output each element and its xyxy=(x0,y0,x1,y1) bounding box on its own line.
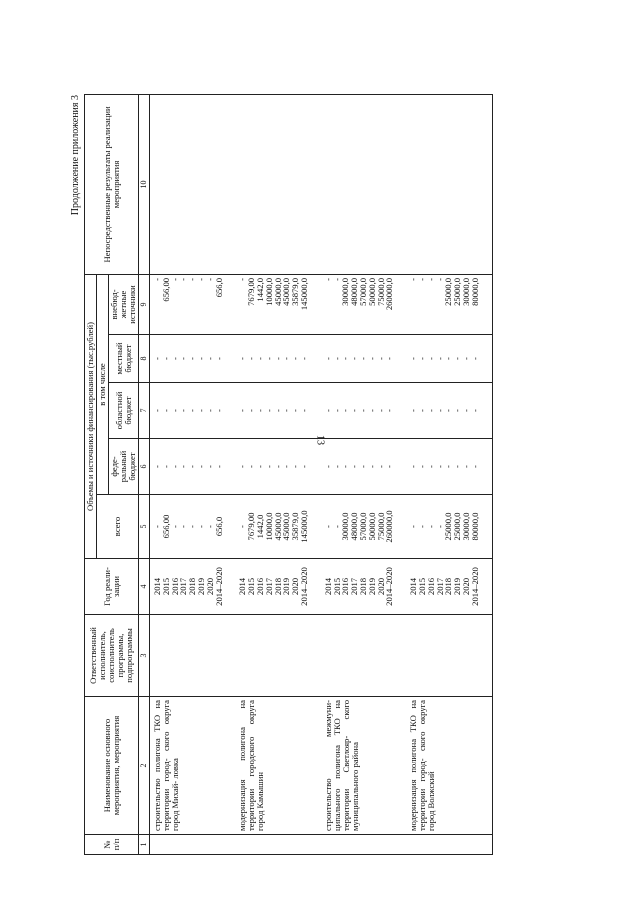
header-executor: Ответственный исполнитель, соисполнитель программы, подпрограммы xyxy=(85,615,139,697)
extrabudget-value: - xyxy=(434,277,445,281)
extrabudget-value: 80000,0 xyxy=(469,277,480,306)
regional-value: - xyxy=(152,409,163,412)
measure-name: строительство полигона ТКО на территории город- ского округа город Михай- ловка xyxy=(150,697,236,835)
total-value: 80000,0 xyxy=(469,512,480,541)
row-number-cell xyxy=(321,835,406,855)
federal-value: - xyxy=(213,465,224,468)
extrabudget-value: - xyxy=(237,277,248,281)
row-number-cell xyxy=(150,835,236,855)
local-value: - xyxy=(204,357,215,360)
federal-value: - xyxy=(272,465,283,468)
total-value: - xyxy=(408,525,419,528)
federal-value: - xyxy=(434,465,445,468)
year-value: 2017 xyxy=(178,577,189,596)
col-number: 6 xyxy=(139,439,150,495)
row-number-cell xyxy=(235,835,320,855)
federal-value: - xyxy=(237,465,248,468)
header-year: Год реали- зации xyxy=(85,559,139,615)
extrabudget-value: 10000,0 xyxy=(263,277,274,306)
year-value: 2019 xyxy=(366,577,377,596)
total-value: - xyxy=(196,525,207,528)
extrabudget-value: - xyxy=(322,277,333,281)
federal-value: - xyxy=(452,465,463,468)
year-value: 2017 xyxy=(263,577,274,596)
results-cell xyxy=(235,94,320,274)
measure-name: модернизация полигона на территории городского округа город Камышин xyxy=(235,697,320,835)
year-value: 2020 xyxy=(375,577,386,596)
local-value: - xyxy=(255,357,266,360)
extrabudget-cell xyxy=(150,274,236,334)
federal-cell xyxy=(321,439,406,495)
total-value: - xyxy=(152,525,163,528)
regional-value: - xyxy=(299,409,310,412)
local-value: - xyxy=(349,357,360,360)
extrabudget-value: 25000,0 xyxy=(452,277,463,306)
year-value: 2018 xyxy=(272,577,283,596)
regional-value: - xyxy=(366,409,377,412)
extrabudget-value: 260000,0 xyxy=(384,277,395,311)
table-header xyxy=(85,94,150,854)
table-row xyxy=(406,94,492,854)
year-value: 2017 xyxy=(434,577,445,596)
total-value: 45000,0 xyxy=(281,512,292,541)
federal-value: - xyxy=(443,465,454,468)
regional-cell xyxy=(406,383,492,439)
page-number: 13 xyxy=(314,435,326,445)
extrabudget-cell xyxy=(406,274,492,334)
extrabudget-value: 35879,0 xyxy=(290,277,301,306)
year-value: 2020 xyxy=(290,577,301,596)
extrabudget-value: 25000,0 xyxy=(443,277,454,306)
col-number: 1 xyxy=(139,835,150,855)
header-name: Наименование основного мероприятия, мероприятия xyxy=(85,697,139,835)
regional-cell xyxy=(150,383,236,439)
table-row xyxy=(321,94,406,854)
table-row xyxy=(150,94,236,854)
col-number: 10 xyxy=(139,94,150,274)
local-value: - xyxy=(237,357,248,360)
federal-value: - xyxy=(187,465,198,468)
header-total: всего xyxy=(97,495,139,559)
year-value: 2019 xyxy=(196,577,207,596)
regional-cell xyxy=(235,383,320,439)
header-num: № п/п xyxy=(85,835,139,855)
col-number: 7 xyxy=(139,383,150,439)
year-value: 2018 xyxy=(358,577,369,596)
federal-value: - xyxy=(425,465,436,468)
executor-cell xyxy=(150,615,236,697)
total-value: 145000,0 xyxy=(299,510,310,543)
total-value: - xyxy=(425,525,436,528)
total-value: 7679,00 xyxy=(246,512,257,541)
regional-value: - xyxy=(322,409,333,412)
local-cell xyxy=(150,335,236,383)
extrabudget-value: - xyxy=(169,277,180,281)
extrabudget-value: - xyxy=(204,277,215,281)
regional-value: - xyxy=(290,409,301,412)
total-value: 35879,0 xyxy=(290,512,301,541)
header-extrabudget: внебюд- жетные источники xyxy=(109,274,139,334)
total-value: - xyxy=(169,525,180,528)
year-value: 2014 xyxy=(152,577,163,596)
local-value: - xyxy=(299,357,310,360)
federal-value: - xyxy=(375,465,386,468)
extrabudget-value: 145000,0 xyxy=(299,277,310,311)
col-number: 2 xyxy=(139,697,150,835)
federal-value: - xyxy=(331,465,342,468)
local-value: - xyxy=(384,357,395,360)
local-value: - xyxy=(375,357,386,360)
header-local: местный бюджет xyxy=(109,335,139,383)
regional-value: - xyxy=(434,409,445,412)
extrabudget-value: 48000,0 xyxy=(349,277,360,306)
regional-value: - xyxy=(246,409,257,412)
federal-value: - xyxy=(340,465,351,468)
regional-value: - xyxy=(204,409,215,412)
total-value: - xyxy=(434,525,445,528)
year-value: 2019 xyxy=(452,577,463,596)
total-value: 48000,0 xyxy=(349,512,360,541)
financing-table xyxy=(84,94,493,855)
local-value: - xyxy=(281,357,292,360)
col-number: 8 xyxy=(139,335,150,383)
federal-value: - xyxy=(384,465,395,468)
extrabudget-value: 30000,0 xyxy=(340,277,351,306)
federal-value: - xyxy=(263,465,274,468)
extrabudget-value: 57000,0 xyxy=(358,277,369,306)
federal-value: - xyxy=(281,465,292,468)
header-including: в том числе xyxy=(97,274,109,494)
regional-value: - xyxy=(196,409,207,412)
local-value: - xyxy=(340,357,351,360)
extrabudget-value: 30000,0 xyxy=(460,277,471,306)
year-value: 2014–2020 xyxy=(384,567,395,606)
local-value: - xyxy=(425,357,436,360)
total-cell xyxy=(321,495,406,559)
federal-value: - xyxy=(169,465,180,468)
federal-value: - xyxy=(408,465,419,468)
local-value: - xyxy=(290,357,301,360)
regional-value: - xyxy=(331,409,342,412)
regional-value: - xyxy=(452,409,463,412)
federal-value: - xyxy=(204,465,215,468)
rotated-table-area xyxy=(70,95,570,855)
total-cell xyxy=(150,495,236,559)
total-value: 30000,0 xyxy=(340,512,351,541)
local-value: - xyxy=(160,357,171,360)
federal-value: - xyxy=(366,465,377,468)
extrabudget-value: - xyxy=(152,277,163,281)
total-value: 25000,0 xyxy=(452,512,463,541)
extrabudget-value: 656,0 xyxy=(213,277,224,298)
local-value: - xyxy=(460,357,471,360)
extrabudget-value: - xyxy=(331,277,342,281)
year-value: 2014–2020 xyxy=(469,567,480,606)
year-value: 2015 xyxy=(246,577,257,596)
total-value: - xyxy=(187,525,198,528)
header-financing: Объемы и источники финансирования (тыс.рублей) xyxy=(85,274,97,558)
extrabudget-value: - xyxy=(408,277,419,281)
measure-name: модернизация полигона ТКО на территории город- ского округа город Волжский xyxy=(406,697,492,835)
federal-value: - xyxy=(417,465,427,468)
year-value: 2014 xyxy=(322,577,333,596)
regional-value: - xyxy=(460,409,471,412)
local-value: - xyxy=(272,357,283,360)
regional-value: - xyxy=(255,409,266,412)
federal-value: - xyxy=(246,465,257,468)
regional-value: - xyxy=(263,409,274,412)
local-value: - xyxy=(322,357,333,360)
total-value: 656,0 xyxy=(213,516,224,537)
col-number: 5 xyxy=(139,495,150,559)
extrabudget-value: - xyxy=(187,277,198,281)
regional-value: - xyxy=(358,409,369,412)
total-value: 50000,0 xyxy=(366,512,377,541)
local-value: - xyxy=(196,357,207,360)
total-value: - xyxy=(331,525,342,528)
year-value: 2018 xyxy=(187,577,198,596)
regional-value: - xyxy=(349,409,360,412)
total-cell xyxy=(235,495,320,559)
regional-value: - xyxy=(272,409,283,412)
extrabudget-value: 45000,0 xyxy=(272,277,283,306)
total-value: 30000,0 xyxy=(460,512,471,541)
header-federal: феде- ральный бюджет xyxy=(109,439,139,495)
regional-value: - xyxy=(237,409,248,412)
federal-cell xyxy=(406,439,492,495)
year-value: 2020 xyxy=(460,577,471,596)
col-number: 9 xyxy=(139,274,150,334)
total-value: 75000,0 xyxy=(375,512,386,541)
federal-value: - xyxy=(160,465,171,468)
regional-value: - xyxy=(178,409,189,412)
total-value: - xyxy=(322,525,333,528)
total-value: 45000,0 xyxy=(272,512,283,541)
local-value: - xyxy=(331,357,342,360)
extrabudget-cell xyxy=(321,274,406,334)
year-cell xyxy=(235,559,320,615)
regional-value: - xyxy=(169,409,180,412)
total-value: - xyxy=(237,525,248,528)
federal-value: - xyxy=(299,465,310,468)
extrabudget-value: - xyxy=(425,277,436,281)
local-value: - xyxy=(187,357,198,360)
extrabudget-value: 656,00 xyxy=(160,277,171,302)
year-value: 2016 xyxy=(340,577,351,596)
local-value: - xyxy=(452,357,463,360)
regional-cell xyxy=(321,383,406,439)
federal-value: - xyxy=(290,465,301,468)
extrabudget-value: 50000,0 xyxy=(366,277,377,306)
regional-value: - xyxy=(281,409,292,412)
extrabudget-value: 1442,0 xyxy=(255,277,266,302)
extrabudget-value: 45000,0 xyxy=(281,277,292,306)
local-value: - xyxy=(263,357,274,360)
year-value: 2016 xyxy=(169,577,180,596)
year-value: 2014–2020 xyxy=(299,567,310,606)
results-cell xyxy=(406,94,492,274)
total-value: - xyxy=(417,525,427,528)
year-value: 2015 xyxy=(331,577,342,596)
federal-value: - xyxy=(322,465,333,468)
executor-cell xyxy=(321,615,406,697)
total-value: 25000,0 xyxy=(443,512,454,541)
extrabudget-value: 75000,0 xyxy=(375,277,386,306)
extrabudget-value: - xyxy=(196,277,207,281)
local-value: - xyxy=(443,357,454,360)
year-cell xyxy=(150,559,236,615)
federal-value: - xyxy=(196,465,207,468)
table-row xyxy=(235,94,320,854)
table-body xyxy=(150,94,493,854)
regional-value: - xyxy=(469,409,480,412)
regional-value: - xyxy=(384,409,395,412)
local-value: - xyxy=(366,357,377,360)
federal-value: - xyxy=(152,465,163,468)
regional-value: - xyxy=(160,409,171,412)
year-value: 2014 xyxy=(408,577,419,596)
header-regional: областной бюджет xyxy=(109,383,139,439)
regional-value: - xyxy=(425,409,436,412)
total-value: 656,00 xyxy=(160,514,171,539)
measure-name: строительство межмуни- ципального полигона ТКО на территории Светлояр- ского муниципального района xyxy=(321,697,406,835)
regional-value: - xyxy=(340,409,351,412)
local-value: - xyxy=(178,357,189,360)
header-results: Непосредственные результаты реализации мероприятия xyxy=(85,94,139,274)
col-number: 3 xyxy=(139,615,150,697)
federal-cell xyxy=(235,439,320,495)
col-number: 4 xyxy=(139,559,150,615)
column-number-row xyxy=(139,94,150,854)
extrabudget-value: 7679,00 xyxy=(246,277,257,306)
regional-value: - xyxy=(443,409,454,412)
local-value: - xyxy=(469,357,480,360)
local-value: - xyxy=(213,357,224,360)
federal-value: - xyxy=(460,465,471,468)
year-cell xyxy=(321,559,406,615)
year-value: 2015 xyxy=(417,577,427,596)
total-value: - xyxy=(204,525,215,528)
year-value: 2018 xyxy=(443,577,454,596)
row-number-cell xyxy=(406,835,492,855)
regional-value: - xyxy=(375,409,386,412)
results-cell xyxy=(321,94,406,274)
year-value: 2019 xyxy=(281,577,292,596)
total-cell xyxy=(406,495,492,559)
year-value: 2015 xyxy=(160,577,171,596)
extrabudget-cell xyxy=(235,274,320,334)
local-value: - xyxy=(417,357,427,360)
regional-value: - xyxy=(213,409,224,412)
local-value: - xyxy=(408,357,419,360)
federal-value: - xyxy=(178,465,189,468)
local-cell xyxy=(321,335,406,383)
local-value: - xyxy=(152,357,163,360)
local-value: - xyxy=(434,357,445,360)
total-value: - xyxy=(178,525,189,528)
continuation-note: Продолжение приложения 3 xyxy=(70,95,81,216)
extrabudget-value: - xyxy=(417,277,427,281)
year-value: 2016 xyxy=(425,577,436,596)
regional-value: - xyxy=(187,409,198,412)
year-cell xyxy=(406,559,492,615)
local-value: - xyxy=(169,357,180,360)
total-value: 57000,0 xyxy=(358,512,369,541)
local-cell xyxy=(406,335,492,383)
results-cell xyxy=(150,94,236,274)
extrabudget-value: - xyxy=(178,277,189,281)
executor-cell xyxy=(235,615,320,697)
total-value: 1442,0 xyxy=(255,514,266,539)
federal-value: - xyxy=(255,465,266,468)
federal-value: - xyxy=(349,465,360,468)
year-value: 2014–2020 xyxy=(213,567,224,606)
regional-value: - xyxy=(408,409,419,412)
year-value: 2020 xyxy=(204,577,215,596)
executor-cell xyxy=(406,615,492,697)
federal-value: - xyxy=(358,465,369,468)
local-value: - xyxy=(246,357,257,360)
year-value: 2017 xyxy=(349,577,360,596)
total-value: 260000,0 xyxy=(384,510,395,543)
local-value: - xyxy=(358,357,369,360)
local-cell xyxy=(235,335,320,383)
total-value: 10000,0 xyxy=(263,512,274,541)
year-value: 2014 xyxy=(237,577,248,596)
year-value: 2016 xyxy=(255,577,266,596)
federal-value: - xyxy=(469,465,480,468)
federal-cell xyxy=(150,439,236,495)
regional-value: - xyxy=(417,409,427,412)
